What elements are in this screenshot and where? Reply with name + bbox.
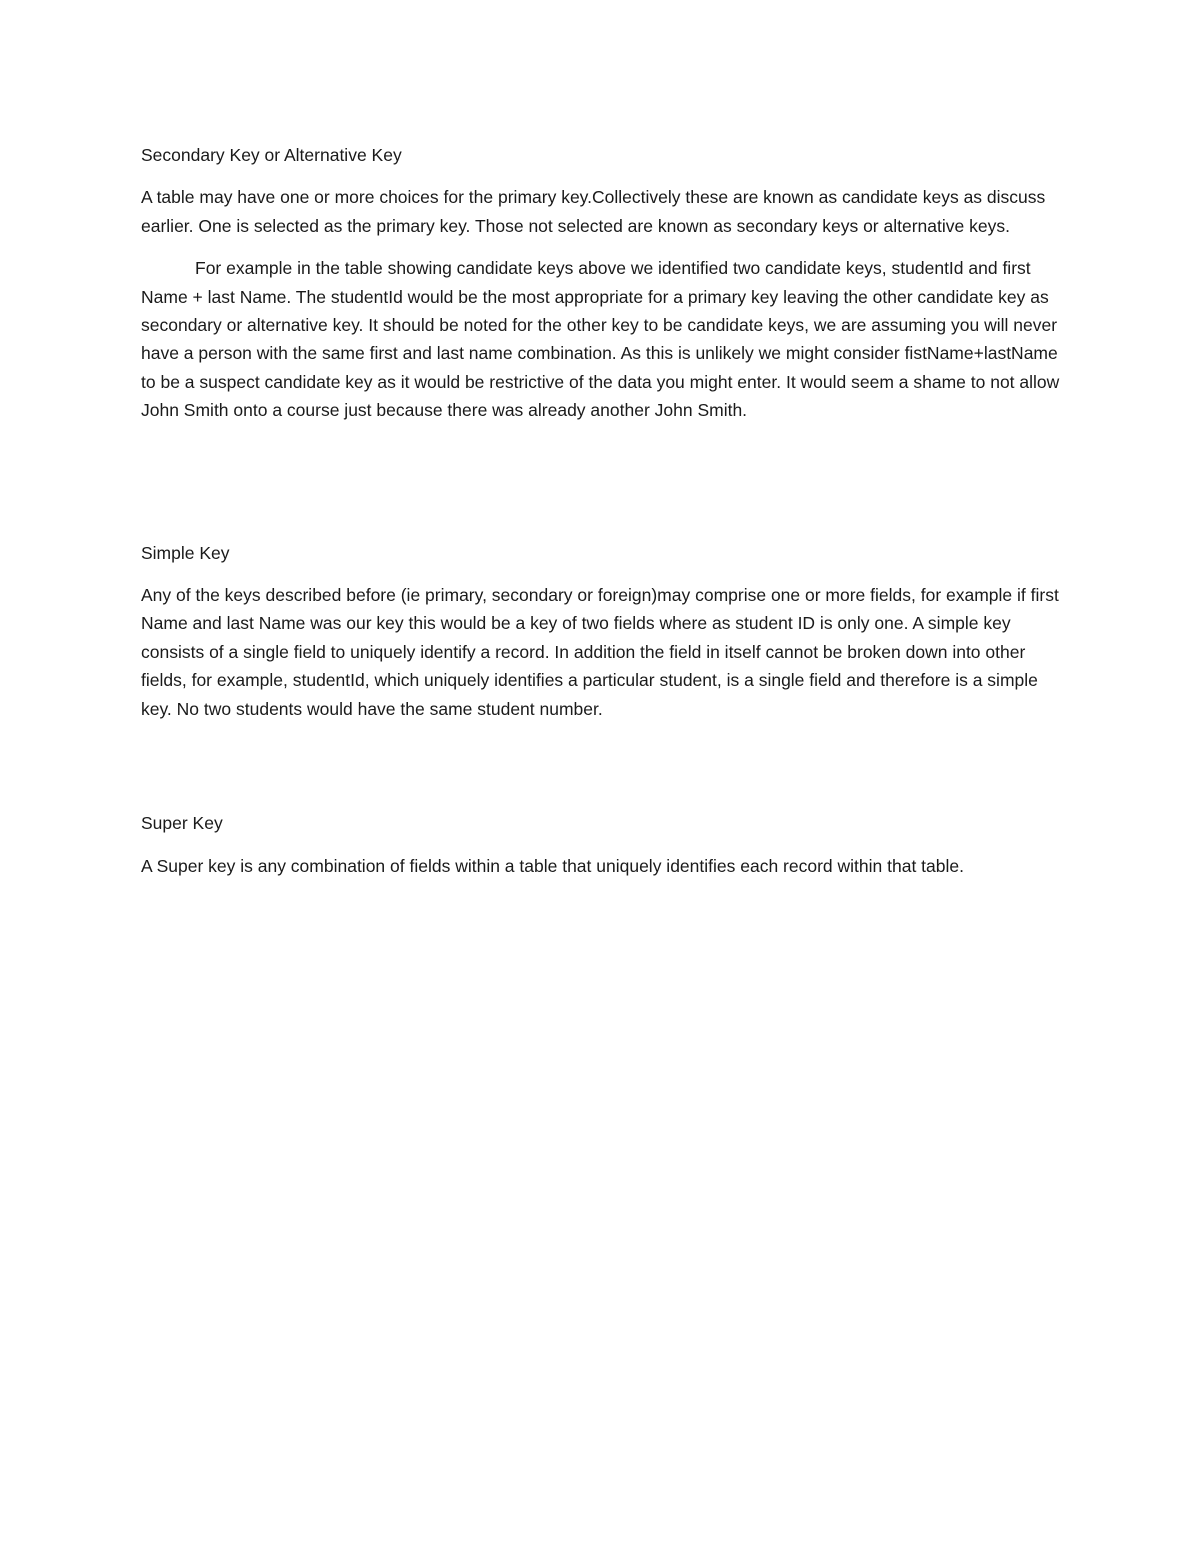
section-heading: Super Key (141, 813, 223, 834)
section-secondary-key (141, 141, 1061, 425)
spacer (141, 439, 1061, 539)
section-super-key (141, 809, 1061, 880)
section-simple-key (141, 539, 1061, 723)
spacer (141, 737, 1061, 809)
paragraph: Any of the keys described before (ie primary, secondary or foreign)may comprise one or more fields, for example if first Name and last Name was our key this would be a key of two fields where as student ID is only one. A simple key consists of a single field to uniquely identify a record. In addition the field in itself cannot be broken down into other fields, for example, studentId, which uniquely identifies a particular student, is a single field and therefore is a simple key. No two students would have the same student number. (141, 585, 1059, 719)
paragraph: A Super key is any combination of fields within a table that uniquely identifies each record within that table. (141, 855, 964, 876)
paragraph: A table may have one or more choices for the primary key.Collectively these are known as candidate keys as discuss earlier. One is selected as the primary key. Those not selected are known as secondary keys or alternative keys. (141, 187, 1046, 236)
document-body (141, 141, 1061, 894)
section-heading: Secondary Key or Alternative Key (141, 145, 402, 165)
section-heading: Simple Key (141, 542, 230, 563)
paragraph: For example in the table showing candidate keys above we identified two candidate keys, studentId and first Name + last Name. The studentId would be the most appropriate for a primary key leaving the other candidate key as secondary or alternative key. It should be noted for the other key to be candidate keys, we are assuming you will never have a person with the same first and last name combination. As this is unlikely we might consider fistName+lastName to be a suspect candidate key as it would be restrictive of the data you might enter. It would seem a shame to not allow John Smith onto a course just because there was already another John Smith. (141, 258, 1060, 421)
